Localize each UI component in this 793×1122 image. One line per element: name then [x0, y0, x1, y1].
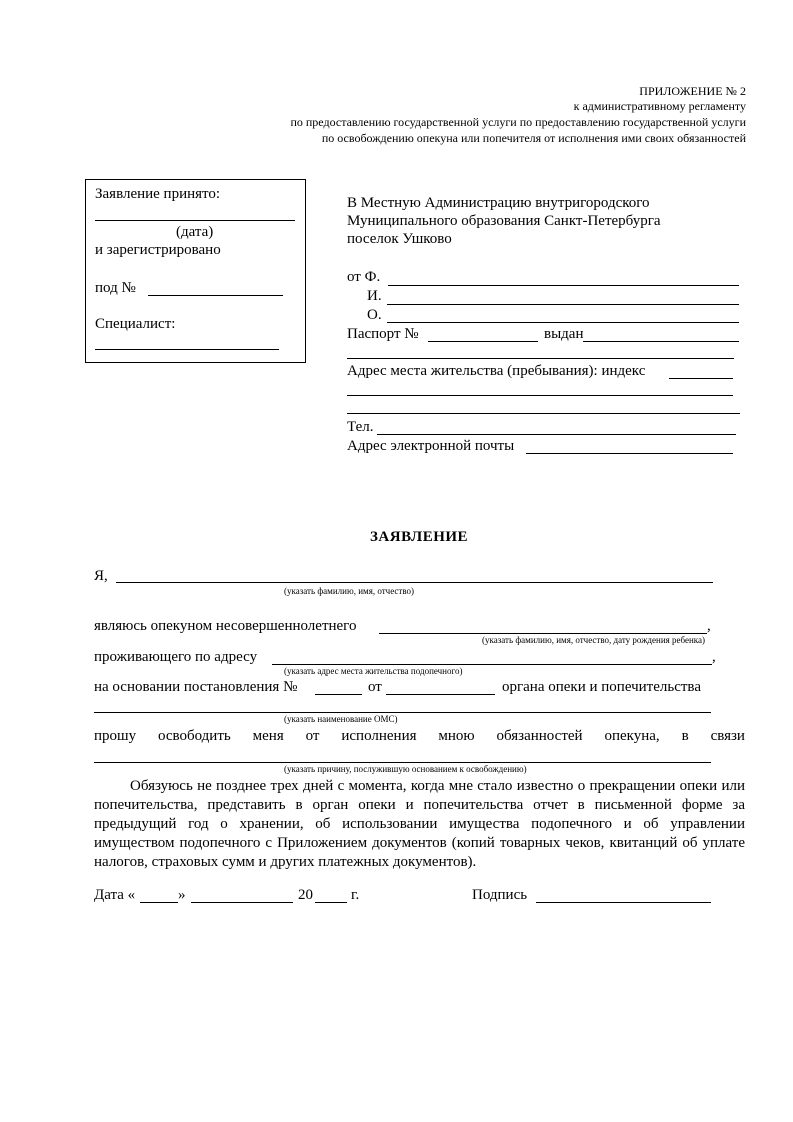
email-label: Адрес электронной почты — [347, 438, 515, 454]
hint-oms: (указать наименование ОМС) — [284, 714, 398, 724]
quote-close: » — [178, 887, 186, 903]
surname-label: от Ф. — [347, 269, 381, 285]
month-field[interactable] — [191, 902, 293, 903]
address-field-2[interactable] — [347, 413, 740, 414]
hint-child: (указать фамилию, имя, отчество, дату рождения ребенка) — [482, 635, 706, 645]
year-prefix: 20 — [298, 887, 313, 903]
request-word: освободить — [157, 728, 231, 744]
obligation-paragraph: Обязуюсь не позднее трех дней с момента, когда мне стало известно о прекращении опеки или попечительства, представить в орган опеки и попечительства отчет в письменной форме за предыдущий год о хранении, об использовании имущества подопечного и об управлении имуществом подопечного с Приложением документов (копий товарных чеков, квитанций об уплате налогов, страховых сумм и других платежных документов). — [94, 778, 745, 870]
specialist-field[interactable] — [95, 349, 279, 350]
child-address-field[interactable] — [272, 664, 712, 665]
guardian-label: являюсь опекуном несовершеннолетнего — [94, 618, 357, 634]
applicant-fio-field[interactable] — [116, 582, 713, 583]
comma-2: , — [712, 649, 716, 665]
hint-fio: (указать фамилию, имя, отчество) — [284, 586, 415, 596]
passport-label: Паспорт № — [347, 326, 419, 342]
request-word: меня — [252, 728, 284, 744]
addressee-line-1: В Местную Администрацию внутригородского — [347, 195, 650, 211]
date-field[interactable] — [95, 220, 295, 221]
passport-number-field[interactable] — [428, 341, 538, 342]
date-hint: (дата) — [176, 224, 214, 240]
year-suffix: г. — [351, 887, 360, 903]
request-word: прошу — [94, 728, 137, 744]
hint-address: (указать адрес места жительства подопечного) — [284, 666, 463, 676]
resolution-number-field[interactable] — [315, 694, 362, 695]
request-line — [94, 727, 745, 745]
request-word: исполнения — [341, 728, 417, 744]
authority-label: органа опеки и попечительства — [502, 679, 701, 695]
date-label: Дата « — [94, 887, 136, 903]
registration-box — [85, 179, 306, 363]
appendix-line-2: к административному регламенту — [573, 99, 746, 113]
reason-field[interactable] — [94, 762, 711, 763]
signature-field[interactable] — [536, 902, 711, 903]
name-label: И. — [367, 288, 382, 304]
issued-by-field[interactable] — [583, 341, 739, 342]
issued-by-field-2[interactable] — [347, 358, 734, 359]
email-field[interactable] — [526, 453, 733, 454]
patronymic-label: О. — [367, 307, 382, 323]
hint-reason: (указать причину, послужившую основанием к освобождению) — [284, 764, 527, 774]
number-label: под № — [95, 280, 136, 296]
request-word: от — [305, 728, 320, 744]
registered-label: и зарегистрировано — [95, 242, 221, 258]
postal-index-field[interactable] — [669, 378, 733, 379]
address-label: Адрес места жительства (пребывания): индекс — [347, 363, 646, 379]
appendix-number: ПРИЛОЖЕНИЕ № 2 — [639, 84, 746, 98]
i-label: Я, — [94, 568, 108, 584]
request-word: связи — [710, 728, 745, 744]
specialist-label: Специалист: — [95, 316, 176, 332]
phone-label: Тел. — [347, 419, 374, 435]
address-field-1[interactable] — [347, 395, 733, 396]
request-word: обязанностей — [496, 728, 583, 744]
request-word: опекуна, — [604, 728, 660, 744]
from-label: от — [368, 679, 382, 695]
oms-name-field[interactable] — [94, 712, 711, 713]
signature-label: Подпись — [472, 887, 528, 903]
appendix-line-3: по предоставлению государственной услуги по предоставлению государственной услуги — [290, 115, 746, 129]
name-field[interactable] — [387, 304, 739, 305]
basis-label: на основании постановления № — [94, 679, 298, 695]
resolution-date-field[interactable] — [386, 694, 495, 695]
addressee-line-2: Муниципального образования Санкт-Петербурга — [347, 213, 661, 229]
surname-field[interactable] — [388, 285, 739, 286]
accepted-label: Заявление принято: — [95, 186, 221, 202]
residing-label: проживающего по адресу — [94, 649, 258, 665]
phone-field[interactable] — [377, 434, 736, 435]
comma-1: , — [707, 618, 711, 634]
patronymic-field[interactable] — [387, 322, 739, 323]
registration-number-field[interactable] — [148, 295, 283, 296]
request-word: мною — [438, 728, 475, 744]
year-field[interactable] — [315, 902, 347, 903]
document-title: ЗАЯВЛЕНИЕ — [370, 529, 469, 545]
request-word: в — [681, 728, 689, 744]
issued-label: выдан — [544, 326, 584, 342]
addressee-line-3: поселок Ушково — [347, 231, 452, 247]
child-fio-field[interactable] — [379, 633, 707, 634]
appendix-line-4: по освобождению опекуна или попечителя от исполнения ими своих обязанностей — [321, 131, 746, 145]
day-field[interactable] — [140, 902, 178, 903]
